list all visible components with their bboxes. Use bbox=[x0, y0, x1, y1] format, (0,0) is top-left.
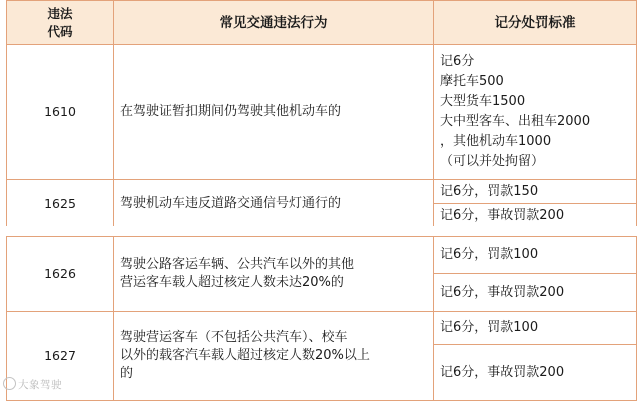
behavior-cell: 驾驶机动车违反道路交通信号灯通行的 bbox=[114, 180, 434, 228]
watermark-text: 大象驾驶 bbox=[18, 379, 62, 391]
code-cell: 1627 bbox=[7, 312, 114, 401]
violation-table-part2 bbox=[6, 236, 637, 401]
penalty-cell: 记6分，事故罚款200 bbox=[434, 274, 637, 312]
behavior-cell: 驾驶营运客车（不包括公共汽车）、校车 以外的载客汽车载人超过核定人数20%以上 的 bbox=[114, 312, 434, 401]
penalty-cell: 记6分，罚款100 bbox=[434, 312, 637, 345]
header-code: 违法 代码 bbox=[7, 1, 114, 45]
penalty-cell: 记6分，罚款100 bbox=[434, 237, 637, 274]
penalty-cell: 记6分，罚款150 bbox=[434, 180, 637, 204]
behavior-cell: 在驾驶证暂扣期间仍驾驶其他机动车的 bbox=[114, 45, 434, 180]
behavior-cell: 驾驶公路客运车辆、公共汽车以外的其他 营运客车载人超过核定人数未达20%的 bbox=[114, 237, 434, 312]
table-row bbox=[7, 237, 637, 274]
code-cell: 1625 bbox=[7, 180, 114, 228]
table-row bbox=[7, 45, 637, 180]
code-cell: 1610 bbox=[7, 45, 114, 180]
penalty-cell: 记6分，事故罚款200 bbox=[434, 204, 637, 228]
table-row bbox=[7, 180, 637, 204]
table-header-row bbox=[7, 1, 637, 45]
watermark bbox=[3, 377, 62, 392]
watermark-logo-icon bbox=[3, 377, 16, 390]
table-gap bbox=[0, 226, 640, 236]
header-behavior: 常见交通违法行为 bbox=[114, 1, 434, 45]
table-row bbox=[7, 312, 637, 345]
violation-table-part1 bbox=[6, 0, 637, 228]
code-cell: 1626 bbox=[7, 237, 114, 312]
penalty-cell: 记6分 摩托车500 大型货车1500 大中型客车、出租车2000 ，其他机动车1000 （可以并处拘留） bbox=[434, 45, 637, 180]
header-penalty: 记分处罚标准 bbox=[434, 1, 637, 45]
penalty-cell: 记6分，事故罚款200 bbox=[434, 345, 637, 401]
